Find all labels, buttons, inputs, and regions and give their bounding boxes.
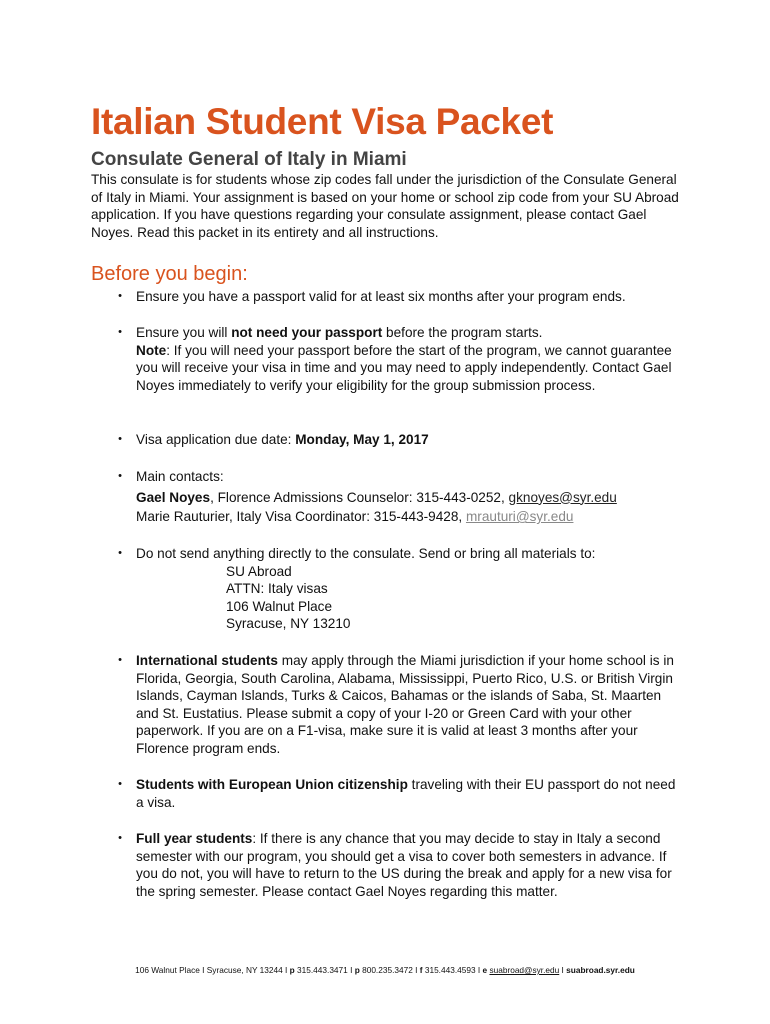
bullet-icon: • bbox=[118, 778, 122, 790]
text-run: Ensure you will bbox=[136, 325, 232, 340]
list-item-full-year bbox=[118, 830, 681, 900]
bullet-icon: • bbox=[118, 433, 122, 445]
footer-separator: I bbox=[559, 965, 567, 975]
address-line: SU Abroad bbox=[226, 563, 292, 579]
address-line: ATTN: Italy visas bbox=[226, 581, 328, 597]
footer-label: e bbox=[482, 965, 488, 975]
note-label: Note bbox=[136, 342, 167, 358]
list-item-international bbox=[118, 652, 681, 758]
bullet-text bbox=[136, 830, 681, 900]
contact-marie bbox=[136, 508, 681, 526]
page-footer bbox=[0, 965, 770, 975]
intro-paragraph: This consulate is for students whose zip codes fall under the jurisdiction of the Consulate General of Italy in Miami. Your assignment is based on your home or school zip code from your SU Abroad application. If you have questions regarding your consulate assignment, please contact Gael Noyes. Read this packet in its entirety and all instructions. bbox=[91, 172, 679, 240]
contact-email-link[interactable]: mrauturi@syr.edu bbox=[465, 509, 574, 525]
bullet-text bbox=[136, 324, 681, 342]
contacts-label: Main contacts: bbox=[136, 469, 224, 484]
bullet-icon: • bbox=[118, 654, 122, 666]
text-run: traveling with their EU passport do not need a visa. bbox=[136, 777, 676, 810]
footer-fax: 315.443.4593 I bbox=[422, 965, 483, 975]
list-item-not-need-passport bbox=[118, 324, 681, 394]
bullet-text bbox=[136, 652, 681, 758]
text-run: before the program starts. bbox=[382, 325, 543, 340]
bullet-icon: • bbox=[118, 832, 122, 844]
contact-gael bbox=[136, 489, 681, 507]
bullet-icon: • bbox=[118, 547, 122, 559]
emphasis-text: Full year students bbox=[136, 831, 253, 846]
list-item-passport-valid bbox=[118, 288, 681, 306]
bullet-text: Do not send anything directly to the consulate. Send or bring all materials to: bbox=[136, 546, 596, 561]
due-date: Monday, May 1, 2017 bbox=[295, 432, 429, 447]
contact-email-link[interactable]: gknoyes@syr.edu bbox=[508, 489, 617, 505]
text-run: : If you will need your passport before the start of the program, we cannot guarantee you will receive your visa in time and you may need to apply independently. Contact Gael Noyes immediately to verify your eligibility for the group submission process. bbox=[136, 342, 672, 393]
bullet-text bbox=[136, 776, 681, 811]
list-item-contacts bbox=[118, 468, 681, 526]
footer-label: f bbox=[419, 965, 423, 975]
contact-name: Gael Noyes bbox=[136, 489, 211, 505]
text-run: , Italy Visa Coordinator: 315-443-9428, bbox=[228, 509, 466, 525]
emphasis-text: International students bbox=[136, 653, 278, 668]
address-line: 106 Walnut Place bbox=[226, 598, 333, 614]
footer-address: 106 Walnut Place I Syracuse, NY 13244 I bbox=[135, 965, 290, 975]
text-run: , Florence Admissions Counselor: 315-443-0252, bbox=[210, 489, 509, 505]
address-line: Syracuse, NY 13210 bbox=[226, 616, 351, 632]
section-heading: Before you begin: bbox=[91, 263, 248, 285]
list-item-send-materials bbox=[118, 545, 681, 633]
note-text bbox=[136, 342, 681, 395]
footer-label: p bbox=[354, 965, 360, 975]
text-run: Visa application due date: bbox=[136, 432, 296, 447]
footer-phone: 800.235.3472 I bbox=[359, 965, 420, 975]
bullet-text bbox=[136, 431, 681, 449]
text-run: may apply through the Miami jurisdiction if your home school is in Florida, Georgia, South Carolina, Alabama, Mississippi, Puerto Rico, U.S. or British Virgin Islands, Cayman Islands, Turks & Caicos, Bahamas or the islands of Saba, St. Maarten and St. Eustatius. Please submit a copy of your I-20 or Green Card with your other paperwork. If you are on a F1-visa, make sure it is valid at least 3 months after your Florence program ends. bbox=[136, 653, 674, 756]
list-item-eu bbox=[118, 776, 681, 811]
bullet-icon: • bbox=[118, 470, 122, 482]
emphasis-text: Students with European Union citizenship bbox=[136, 777, 408, 792]
footer-label: p bbox=[289, 965, 295, 975]
emphasis-text: not need your passport bbox=[231, 325, 383, 340]
page-title: Italian Student Visa Packet bbox=[91, 101, 554, 142]
contact-name: Marie Rauturier bbox=[136, 509, 229, 525]
bullet-text: Ensure you have a passport valid for at least six months after your program ends. bbox=[136, 289, 626, 304]
footer-phone: 315.443.3471 I bbox=[294, 965, 355, 975]
text-run: : If there is any chance that you may decide to stay in Italy a second semester with our program, you should get a visa to cover both semesters in advance. If you do not, you will have to return to the US during the break and apply for a new visa for the spring semester. Please contact Gael Noyes regarding this matter. bbox=[136, 831, 672, 899]
list-item-due-date bbox=[118, 431, 681, 449]
footer-website-link[interactable]: suabroad.syr.edu bbox=[566, 965, 635, 975]
bullet-icon: • bbox=[118, 290, 122, 302]
footer-email-link[interactable]: suabroad@syr.edu bbox=[489, 965, 560, 975]
page-subtitle: Consulate General of Italy in Miami bbox=[91, 149, 407, 170]
bullet-icon: • bbox=[118, 326, 122, 338]
